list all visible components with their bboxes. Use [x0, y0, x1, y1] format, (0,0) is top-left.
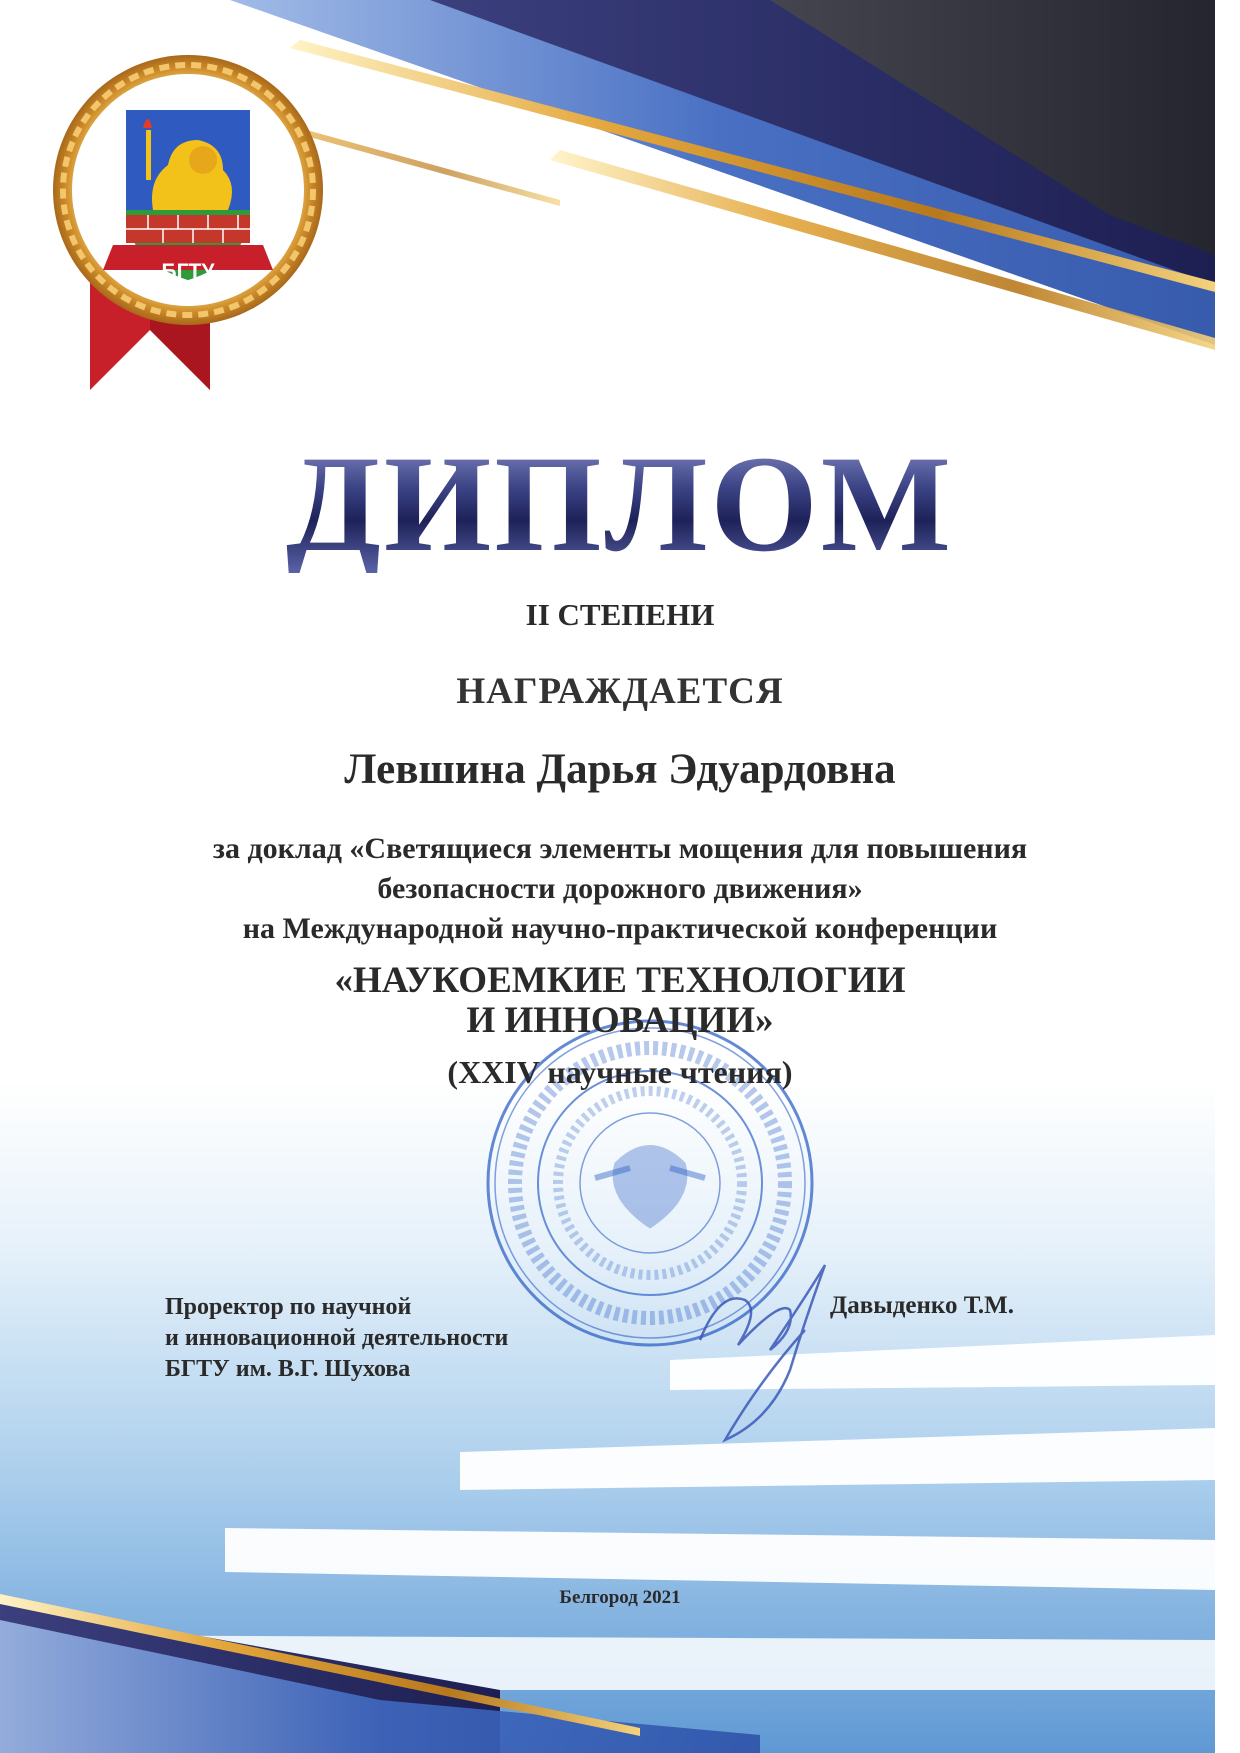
signatory-position — [165, 1292, 605, 1385]
readings-label: (XXIV научные чтения) — [447, 1054, 793, 1090]
signatory-position-line: и инновационной деятельности — [165, 1325, 509, 1351]
city-year: Белгород 2021 — [559, 1587, 681, 1608]
awarded-label: НАГРАЖДАЕТСЯ — [456, 671, 784, 712]
medal — [53, 55, 323, 325]
diploma-title: ДИПЛОМ — [0, 435, 1240, 573]
report-line-2: безопасности дорожного движения» — [377, 872, 863, 905]
conference-title-line-2: И ИННОВАЦИИ» — [466, 1000, 774, 1041]
report-line-1: за доклад «Светящиеся элементы мощения для повышения — [212, 832, 1028, 865]
signatory-name: Давыденко Т.М. — [830, 1292, 1014, 1319]
report-line-3: на Международной научно-практической конференции — [242, 912, 998, 945]
logo-abbreviation: БГТУ — [161, 260, 215, 283]
recipient-name: Левшина Дарья Эдуардовна — [344, 746, 896, 793]
signatory-position-line: Проректор по научной — [165, 1294, 412, 1320]
degree-label: II СТЕПЕНИ — [525, 597, 715, 632]
signatory-position-line: БГТУ им. В.Г. Шухова — [165, 1356, 411, 1382]
conference-title-line-1: «НАУКОЕМКИЕ ТЕХНОЛОГИИ — [334, 960, 906, 1001]
